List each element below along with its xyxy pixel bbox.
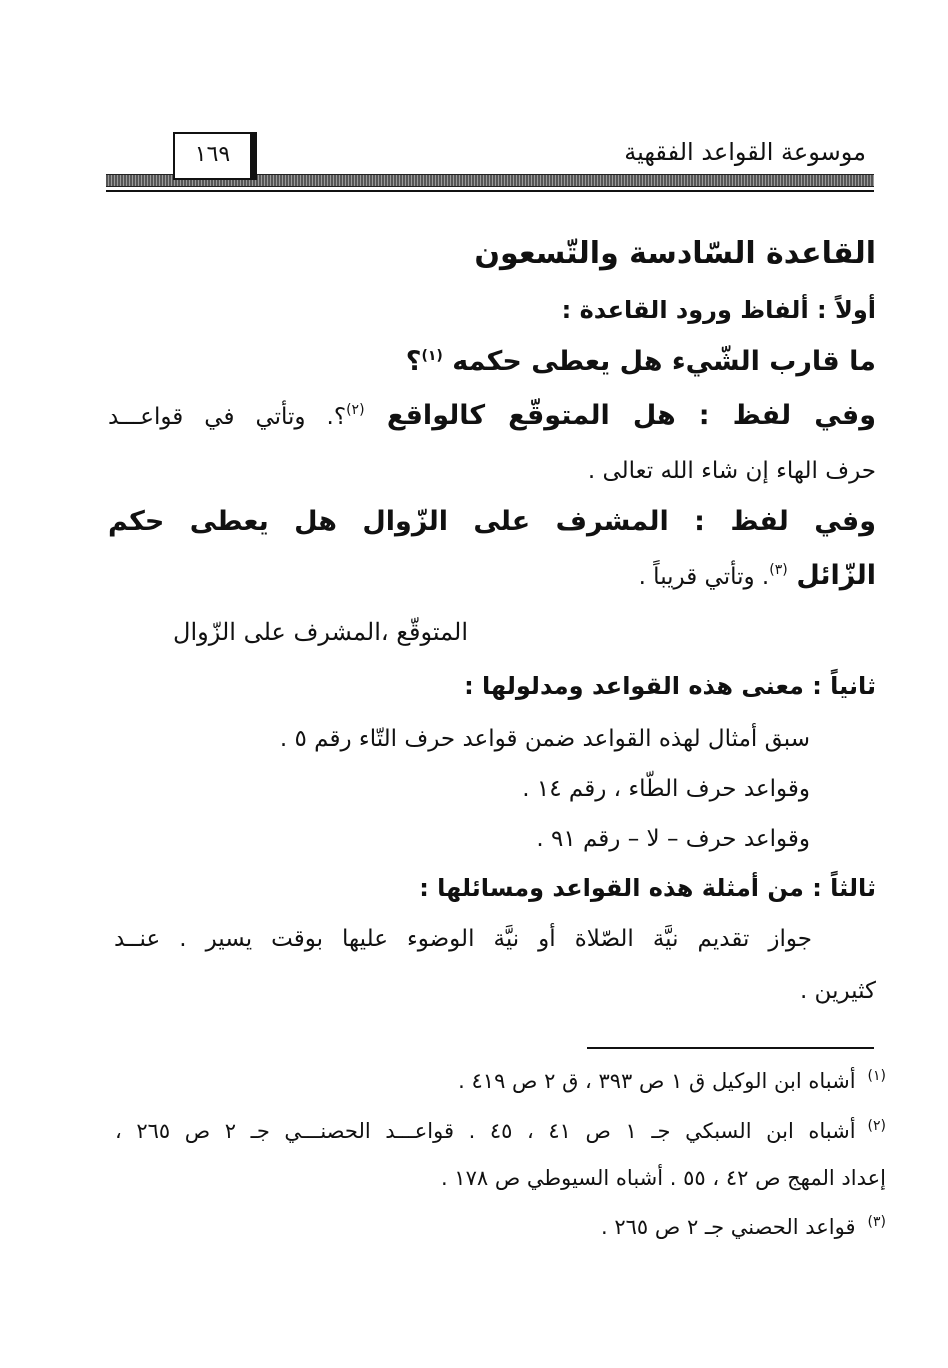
meaning-line-3: وقواعد حرف – لا – رقم ٩١ . xyxy=(536,826,810,852)
alt-wording-line-3: وفي لفظ : المشرف على الزّوال هل يعطى حكم xyxy=(108,506,876,537)
meaning-line-1: سبق أمثال لهذه القواعد ضمن قواعد حرف التّاء رقم ٥ . xyxy=(279,726,810,752)
keywords-line: المتوقّع ،المشرف على الزّوال xyxy=(173,618,468,646)
footnote-1-number: (١) xyxy=(867,1068,886,1084)
footnote-3-number: (٣) xyxy=(867,1214,886,1230)
page-number: ١٦٩ xyxy=(194,142,231,167)
section1-heading: أولاً : ألفاظ ورود القاعدة : xyxy=(561,296,876,324)
alt-wording-line-4 xyxy=(639,560,876,591)
footnote-3 xyxy=(601,1214,886,1239)
running-title: موسوعة القواعد الفقهية xyxy=(624,138,866,166)
alt-wording-2-tail: . وتأتي قريباً . xyxy=(638,564,770,590)
footnote-separator xyxy=(587,1047,874,1049)
footnote-3-text: قواعد الحصني جـ ٢ ص ٢٦٥ . xyxy=(601,1215,856,1239)
example-line-2: كثيرين . xyxy=(799,978,876,1004)
footnote-2-continuation: إعداد المهج ص ٤٢ ، ٥٥ . أشباه السيوطي ص ١٧٨ . xyxy=(440,1166,886,1190)
footnote-ref-2: (٢) xyxy=(346,402,365,418)
footnote-1 xyxy=(458,1068,886,1093)
footnote-ref-3: (٣) xyxy=(769,562,788,578)
alt-wording-line-2: حرف الهاء إن شاء الله تعالى . xyxy=(587,458,876,484)
rule-text: ما قارب الشّيء هل يعطى حكمه xyxy=(452,346,876,377)
section3-heading: ثالثاً : من أمثلة هذه القواعد ومسائلها : xyxy=(419,874,876,902)
rule-text-line xyxy=(406,346,876,377)
header-rule-thin xyxy=(106,190,874,192)
footnote-ref-1: (١) xyxy=(421,348,443,364)
example-line-1: جواز تقديم نيَّة الصّلاة أو نيَّة الوضوء عليها بوقت يسير . عنــد xyxy=(114,926,812,952)
alt-wording-2-end: الزّائل xyxy=(796,560,876,591)
rule-text-mark: ؟ xyxy=(405,346,422,377)
rule-title: القاعدة السّادسة والتّسعون xyxy=(474,236,876,271)
alt-wording-1-tail: ؟. وتأتي في قواعـــد xyxy=(108,404,347,430)
footnote-2-number: (٢) xyxy=(867,1118,887,1134)
page-number-box xyxy=(173,132,257,180)
meaning-line-2: وقواعد حرف الطّاء ، رقم ١٤ . xyxy=(522,776,810,802)
alt-wording-1: وفي لفظ : هل المتوقّع كالواقع xyxy=(386,400,876,431)
section2-heading: ثانياً : معنى هذه القواعد ومدلولها : xyxy=(464,672,876,700)
alt-wording-line-1 xyxy=(108,400,876,431)
footnote-2 xyxy=(115,1118,886,1143)
footnote-2-text-line-1: أشباه ابن السبكي جـ ١ ص ٤١ ، ٤٥ . قواعـــد الحصنـــي جـ ٢ ص ٢٦٥ ، xyxy=(115,1119,856,1143)
footnote-1-text: أشباه ابن الوكيل ق ١ ص ٣٩٣ ، ق ٢ ص ٤١٩ . xyxy=(458,1069,856,1093)
